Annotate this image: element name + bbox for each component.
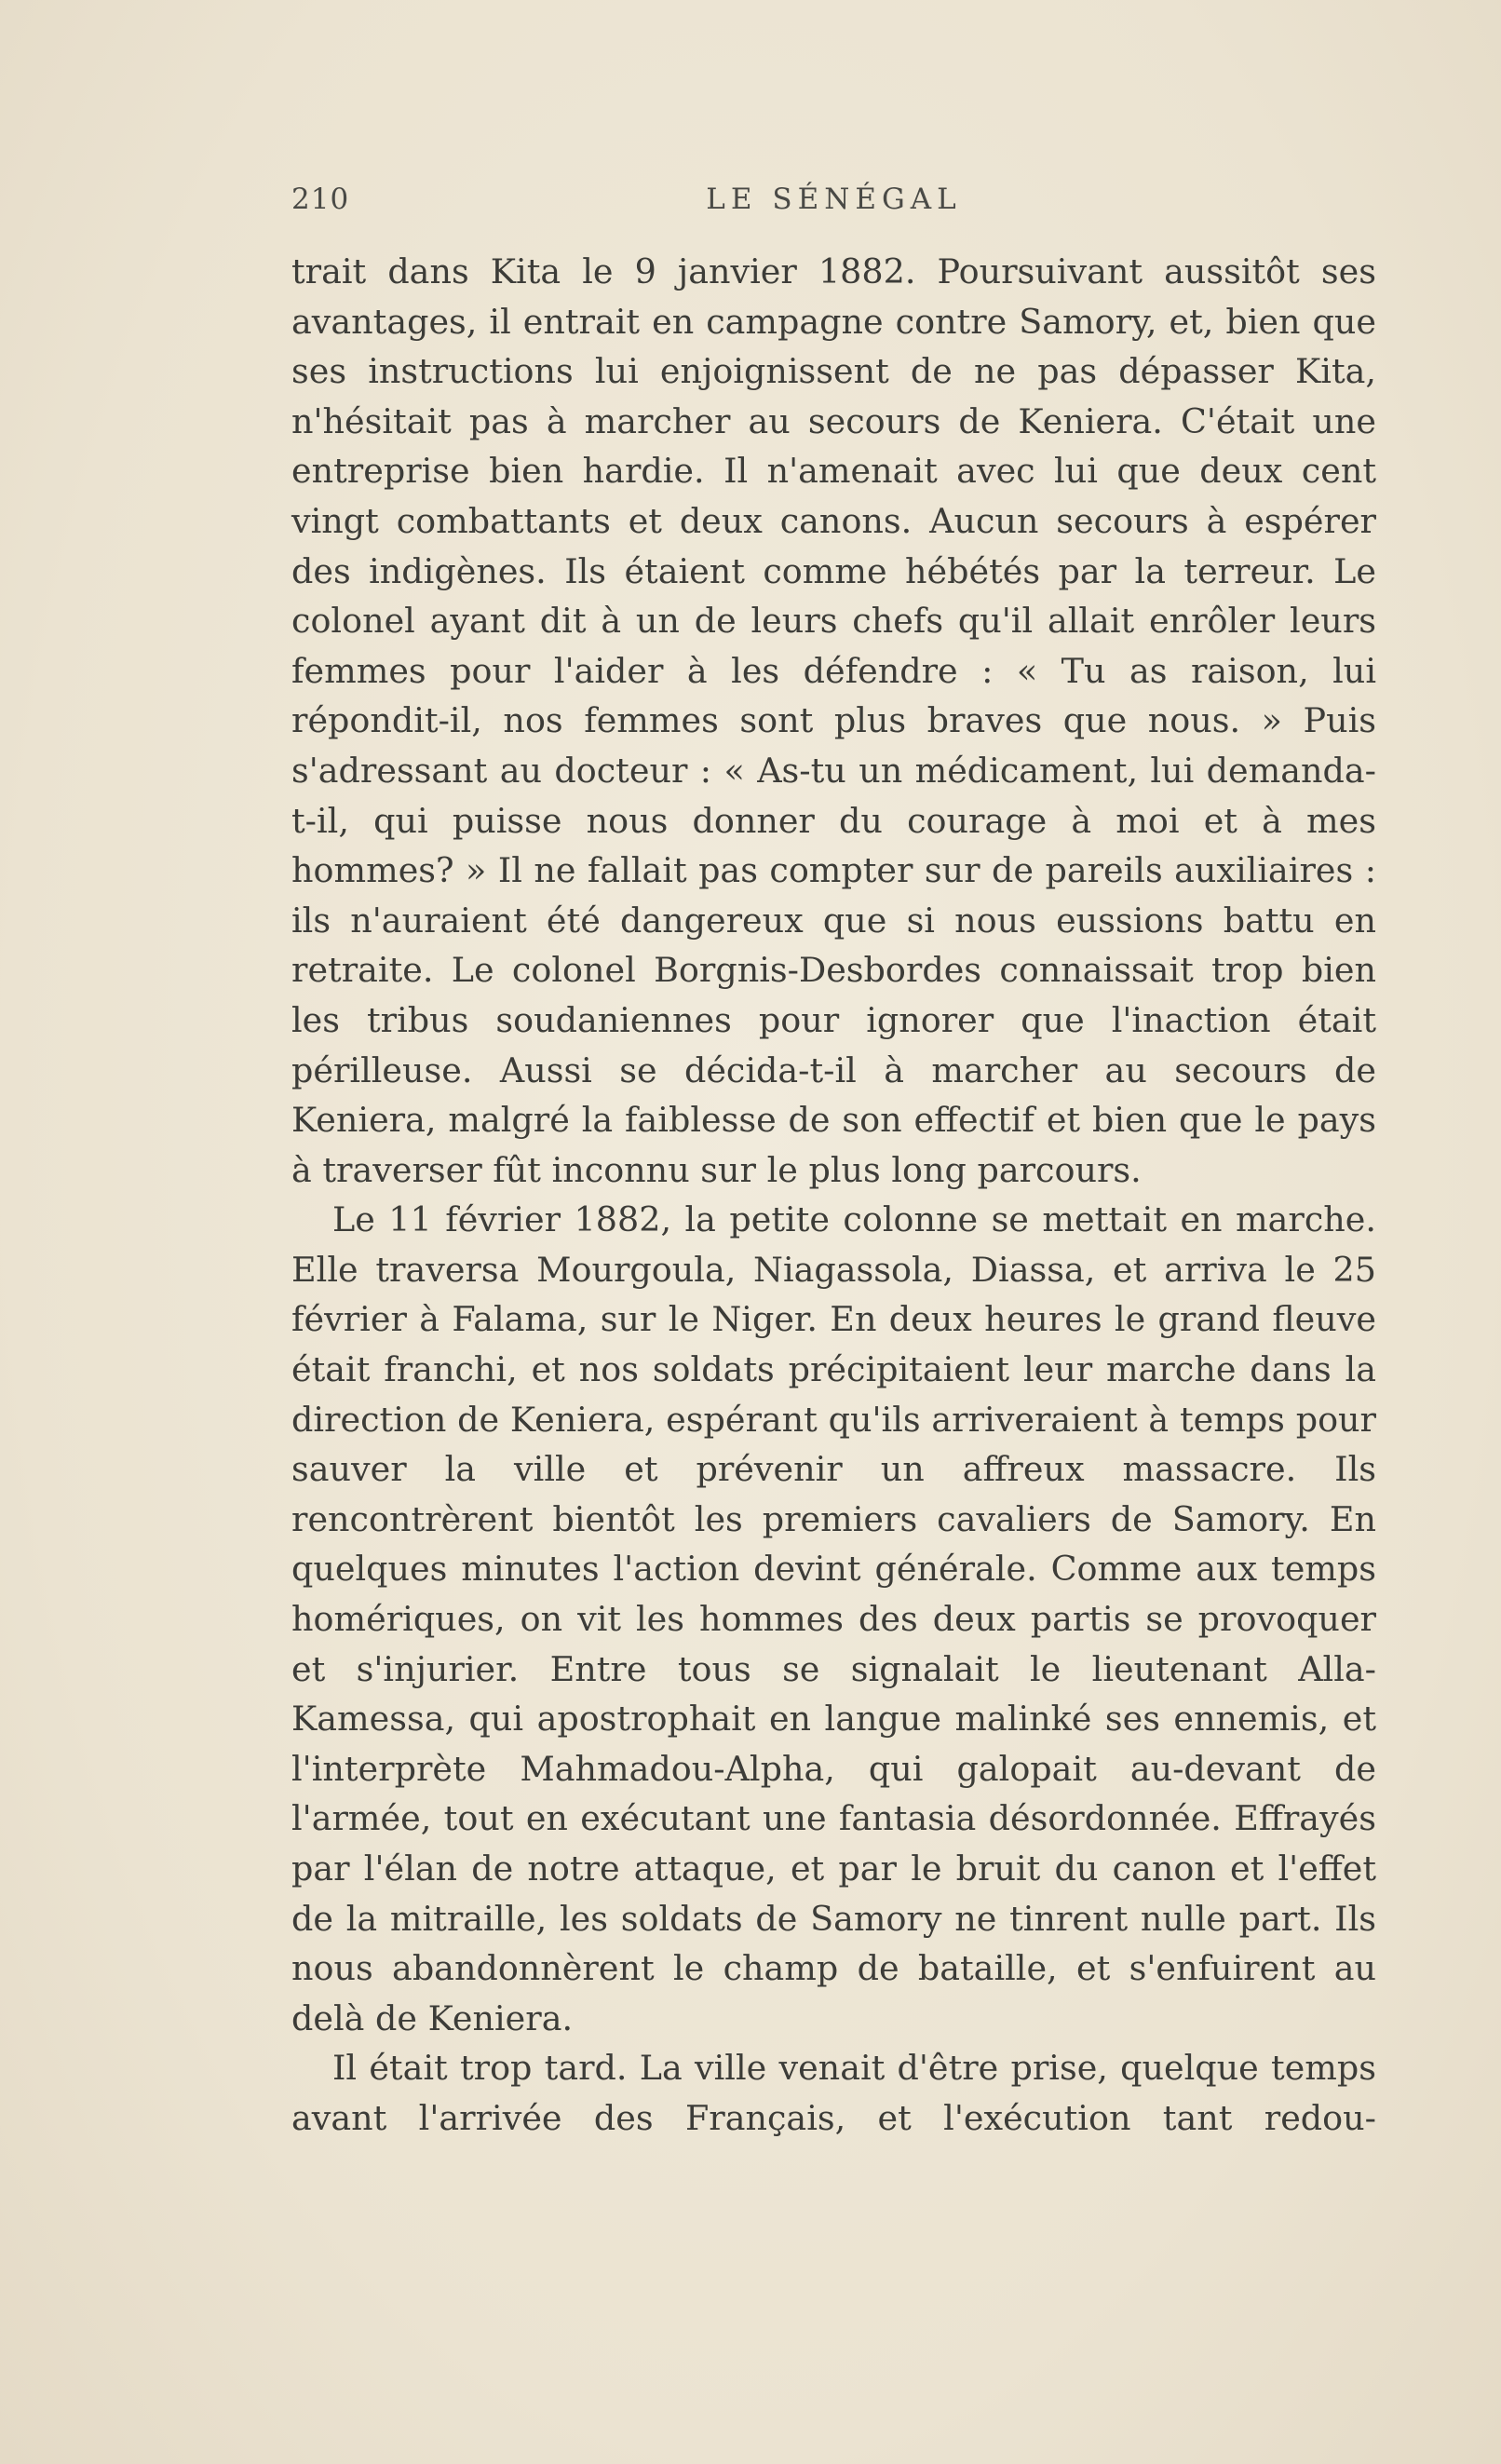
- page-header: [291, 183, 1376, 227]
- paragraph-3: Il était trop tard. La ville venait d'être prise, quelque temps avant l'arrivée des Français, et l'exécution tant redou-: [291, 2048, 1376, 2138]
- page-number: 210: [291, 183, 350, 216]
- running-title: LE SÉNÉGAL: [706, 183, 962, 216]
- paragraph-1: trait dans Kita le 9 janvier 1882. Poursuivant aussitôt ses avantages, il entrait en campagne contre Samory, et, bien que ses instructions lui enjoignissent de ne pas dépasser Kita, n'hésitait pas à marcher au secours de Keniera. C'était une entreprise bien hardie. Il n'amenait avec lui que deux cent vingt combattants et deux canons. Aucun secours à espérer des indigènes. Ils étaient comme hébétés par la terreur. Le colonel ayant dit à un de leurs chefs qu'il allait enrôler leurs femmes pour l'aider à les défendre : « Tu as raison, lui répondit-il, nos femmes sont plus braves que nous. » Puis s'adressant au docteur : « As-tu un médicament, lui demanda-t-il, qui puisse nous donner du courage à moi et à mes hommes? » Il ne fallait pas compter sur de pareils auxiliaires : ils n'auraient été dangereux que si nous eussions battu en retraite. Le colonel Borgnis-Desbordes connaissait trop bien les tribus soudaniennes pour ignorer que l'inaction était périlleuse. Aussi se décida-t-il à marcher au secours de Keniera, malgré la faiblesse de son effectif et bien que le pays à traverser fût inconnu sur le plus long parcours.: [291, 251, 1376, 1190]
- paragraph-2: Le 11 février 1882, la petite colonne se mettait en marche. Elle traversa Mourgoula, Niagassola, Diassa, et arriva le 25 février à Falama, sur le Niger. En deux heures le grand fleuve était franchi, et nos soldats précipitaient leur marche dans la direction de Keniera, espérant qu'ils arriveraient à temps pour sauver la ville et prévenir un affreux massacre. Ils rencontrèrent bientôt les premiers cavaliers de Samory. En quelques minutes l'action devint générale. Comme aux temps homériques, on vit les hommes des deux partis se provoquer et s'injurier. Entre tous se signalait le lieutenant Alla-Kamessa, qui apostrophait en langue malinké ses ennemis, et l'interprète Mahmadou-Alpha, qui galopait au-devant de l'armée, tout en exécutant une fantasia désordonnée. Effrayés par l'élan de notre attaque, et par le bruit du canon et l'effet de la mitraille, les soldats de Samory ne tinrent nulle part. Ils nous abandonnèrent le champ de bataille, et s'enfuirent au delà de Keniera.: [291, 1199, 1376, 2038]
- body-text: [291, 247, 1376, 2144]
